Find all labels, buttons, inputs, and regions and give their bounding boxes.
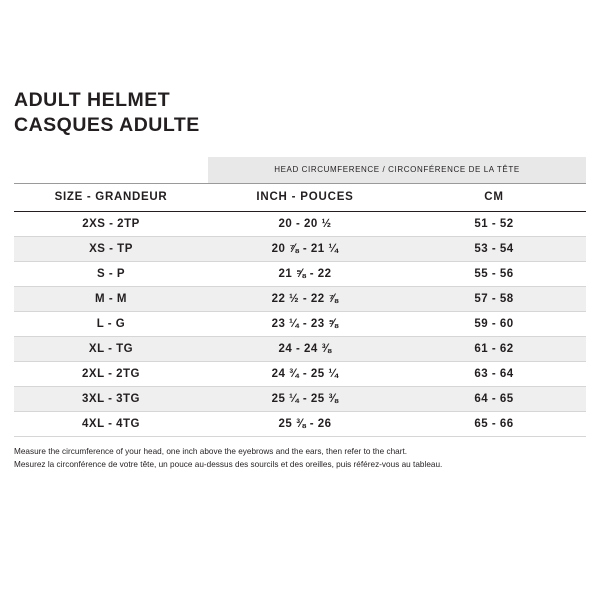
cell-size: 3XL - 3TG [14, 386, 208, 411]
cell-inch: 24 ¾ - 25 ¼ [208, 361, 402, 386]
cell-size: S - P [14, 261, 208, 286]
size-chart-table [14, 157, 586, 437]
column-header-inch: INCH - POUCES [208, 183, 402, 211]
cell-inch: 24 - 24 ⅜ [208, 336, 402, 361]
cell-inch: 25 ⅜ - 26 [208, 411, 402, 436]
table-row [14, 336, 586, 361]
cell-cm: 61 - 62 [402, 336, 586, 361]
cell-inch: 20 ⅞ - 21 ¼ [208, 236, 402, 261]
cell-inch: 23 ¼ - 23 ⅝ [208, 311, 402, 336]
cell-size: 4XL - 4TG [14, 411, 208, 436]
cell-inch: 25 ¼ - 25 ⅜ [208, 386, 402, 411]
table-column-header-row [14, 183, 586, 211]
cell-cm: 55 - 56 [402, 261, 586, 286]
title-line-en: ADULT HELMET [14, 89, 171, 111]
cell-inch: 22 ½ - 22 ⅞ [208, 286, 402, 311]
cell-cm: 64 - 65 [402, 386, 586, 411]
cell-size: XL - TG [14, 336, 208, 361]
cell-cm: 65 - 66 [402, 411, 586, 436]
note-en: Measure the circumference of your head, one inch above the eyebrows and the ears, then refer to the chart. [14, 446, 408, 456]
group-header-circumference: HEAD CIRCUMFERENCE / CIRCONFÉRENCE DE LA TÊTE [208, 157, 586, 184]
cell-inch: 20 - 20 ½ [208, 211, 402, 236]
title-line-fr: CASQUES ADULTE [14, 113, 200, 136]
table-row [14, 236, 586, 261]
table-row [14, 411, 586, 436]
table-row [14, 211, 586, 236]
table-row [14, 311, 586, 336]
cell-cm: 51 - 52 [402, 211, 586, 236]
cell-inch: 21 ⅝ - 22 [208, 261, 402, 286]
measurement-notes [14, 446, 586, 471]
table-row [14, 261, 586, 286]
cell-size: M - M [14, 286, 208, 311]
group-header-spacer [14, 157, 208, 184]
cell-size: XS - TP [14, 236, 208, 261]
cell-cm: 63 - 64 [402, 361, 586, 386]
cell-cm: 59 - 60 [402, 311, 586, 336]
table-group-header-row [14, 157, 586, 184]
note-fr: Mesurez la circonférence de votre tête, un pouce au-dessus des sourcils et des oreilles, puis référez-vous au tableau. [14, 459, 443, 469]
column-header-size: SIZE - GRANDEUR [14, 183, 208, 211]
cell-size: L - G [14, 311, 208, 336]
column-header-cm: CM [402, 183, 586, 211]
cell-cm: 53 - 54 [402, 236, 586, 261]
table-row [14, 386, 586, 411]
table-body [14, 211, 586, 436]
cell-size: 2XS - 2TP [14, 211, 208, 236]
page-title [14, 0, 586, 138]
cell-size: 2XL - 2TG [14, 361, 208, 386]
table-row [14, 361, 586, 386]
cell-cm: 57 - 58 [402, 286, 586, 311]
table-row [14, 286, 586, 311]
